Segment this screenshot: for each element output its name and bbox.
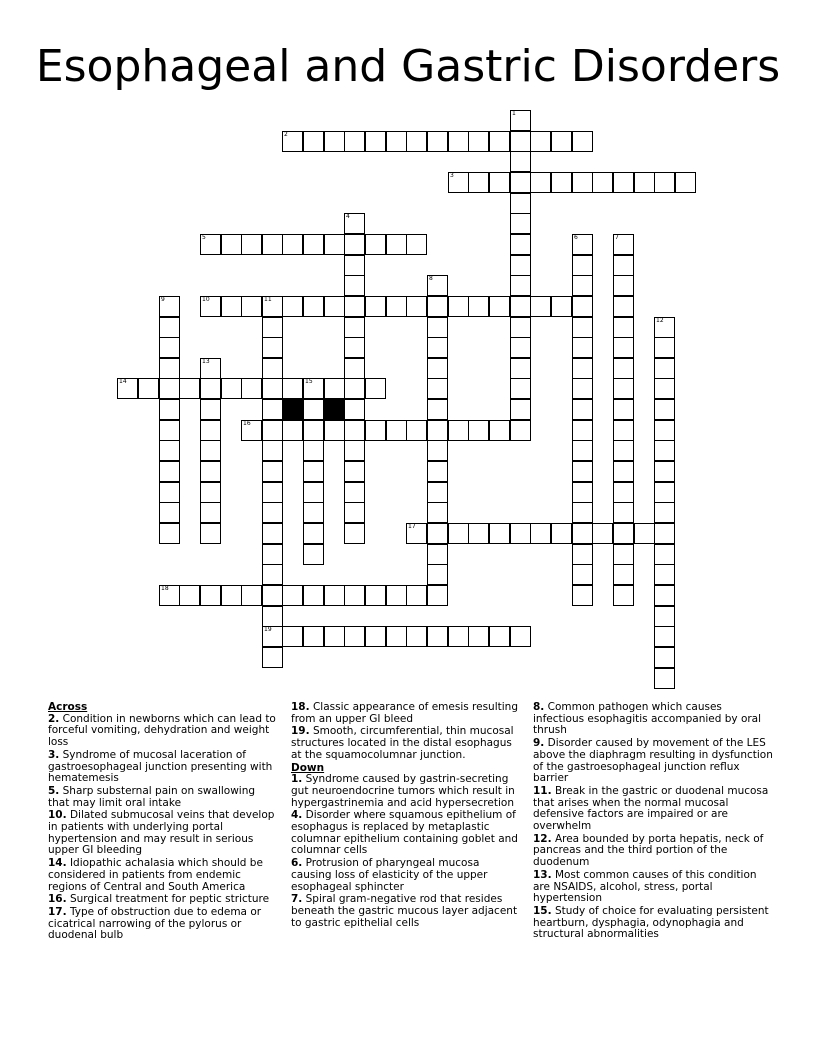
grid-cell[interactable] xyxy=(613,544,634,565)
clue-number: 9 xyxy=(161,296,165,303)
clue-number: 17 xyxy=(408,523,416,530)
grid-cell[interactable] xyxy=(303,399,324,420)
grid-cell[interactable] xyxy=(324,585,345,606)
grid-cell[interactable] xyxy=(344,378,365,399)
grid-cell[interactable] xyxy=(427,399,448,420)
grid-cell[interactable] xyxy=(510,296,531,317)
grid-cell[interactable] xyxy=(344,461,365,482)
grid-cell[interactable] xyxy=(572,337,593,358)
grid-cell[interactable] xyxy=(510,275,531,296)
grid-cell[interactable] xyxy=(262,317,283,338)
clue-across-14: 14. Idiopathic achalasia which should be considered in patients from endemic regions of Central and South America xyxy=(48,857,263,893)
grid-cell[interactable] xyxy=(117,378,138,399)
grid-cell[interactable] xyxy=(365,234,386,255)
grid-cell[interactable] xyxy=(634,523,655,544)
clue-down-4: 4. Disorder where squamous epithelium of esophagus is replaced by metaplastic columnar epithelium containing goblet and columnar cells xyxy=(291,809,518,857)
grid-cell[interactable] xyxy=(613,275,634,296)
grid-cell[interactable] xyxy=(282,585,303,606)
grid-cell[interactable] xyxy=(468,172,489,193)
grid-cell[interactable] xyxy=(572,378,593,399)
grid-cell[interactable] xyxy=(303,420,324,441)
clue-across-19: 19. Smooth, circumferential, thin mucosal structures located in the distal esophagus at the squamocolumnar junction. xyxy=(291,725,514,761)
grid-cell[interactable] xyxy=(572,399,593,420)
grid-cell[interactable] xyxy=(489,523,510,544)
grid-cell[interactable] xyxy=(365,131,386,152)
grid-cell[interactable] xyxy=(159,378,180,399)
grid-cell[interactable] xyxy=(551,523,572,544)
grid-cell[interactable] xyxy=(262,523,283,544)
grid-cell[interactable] xyxy=(448,131,469,152)
grid-cell[interactable] xyxy=(654,482,675,503)
grid-cell[interactable] xyxy=(613,255,634,276)
clue-number: 10 xyxy=(202,296,210,303)
clue-down-11: 11. Break in the gastric or duodenal mucosa that arises when the normal mucosal defensive factors are impaired or are overwhelm xyxy=(533,784,769,833)
grid-cell[interactable] xyxy=(241,296,262,317)
grid-cell[interactable] xyxy=(468,626,489,647)
grid-cell[interactable] xyxy=(427,420,448,441)
grid-cell[interactable] xyxy=(344,523,365,544)
grid-cell[interactable] xyxy=(530,296,551,317)
grid-cell[interactable] xyxy=(159,482,180,503)
grid-cell[interactable] xyxy=(303,461,324,482)
grid-cell[interactable] xyxy=(654,523,675,544)
grid-cell[interactable] xyxy=(303,626,324,647)
grid-cell[interactable] xyxy=(427,131,448,152)
grid-cell[interactable] xyxy=(262,502,283,523)
clue-column-2 xyxy=(291,702,521,930)
grid-cell[interactable] xyxy=(179,378,200,399)
grid-cell[interactable] xyxy=(613,172,634,193)
grid-cell[interactable] xyxy=(200,523,221,544)
grid-cell[interactable] xyxy=(241,378,262,399)
grid-cell[interactable] xyxy=(159,502,180,523)
grid-cell[interactable] xyxy=(427,317,448,338)
grid-cell[interactable] xyxy=(138,378,159,399)
grid-cell[interactable] xyxy=(386,131,407,152)
grid-cell[interactable] xyxy=(262,461,283,482)
grid-cell[interactable] xyxy=(406,131,427,152)
clue-number: 15 xyxy=(305,378,313,385)
grid-cell[interactable] xyxy=(282,420,303,441)
grid-cell[interactable] xyxy=(200,482,221,503)
grid-cell[interactable] xyxy=(282,626,303,647)
grid-cell[interactable] xyxy=(654,668,675,689)
clue-number: 8 xyxy=(429,275,433,282)
grid-cell[interactable] xyxy=(654,440,675,461)
grid-cell[interactable] xyxy=(572,440,593,461)
grid-cell[interactable] xyxy=(344,482,365,503)
clue-number: 18 xyxy=(161,585,169,592)
grid-cell[interactable] xyxy=(344,585,365,606)
grid-cell[interactable] xyxy=(551,131,572,152)
grid-cell[interactable] xyxy=(262,585,283,606)
grid-cell[interactable] xyxy=(282,131,303,152)
grid-cell[interactable] xyxy=(365,585,386,606)
grid-cell[interactable] xyxy=(572,234,593,255)
grid-cell[interactable] xyxy=(654,585,675,606)
clue-across-16: 16. Surgical treatment for peptic stricture xyxy=(48,893,270,906)
grid-cell[interactable] xyxy=(427,482,448,503)
grid-cell[interactable] xyxy=(282,234,303,255)
grid-cell[interactable] xyxy=(572,502,593,523)
grid-cell[interactable] xyxy=(654,420,675,441)
grid-cell[interactable] xyxy=(530,131,551,152)
clue-across-2: 2. Condition in newborns which can lead to forceful vomiting, dehydration and weight loss xyxy=(48,712,276,749)
grid-cell[interactable] xyxy=(448,420,469,441)
grid-cell[interactable] xyxy=(510,420,531,441)
grid-cell[interactable] xyxy=(406,585,427,606)
grid-cell[interactable] xyxy=(262,420,283,441)
clue-down-7: 7. Spiral gram-negative rod that resides beneath the gastric mucous layer adjacent to gastric epithelial cells xyxy=(291,893,518,929)
grid-cell[interactable] xyxy=(572,523,593,544)
grid-cell[interactable] xyxy=(510,358,531,379)
grid-cell[interactable] xyxy=(200,399,221,420)
clue-number: 6 xyxy=(574,234,578,241)
grid-cell[interactable] xyxy=(551,296,572,317)
grid-cell[interactable] xyxy=(200,358,221,379)
grid-cell[interactable] xyxy=(613,358,634,379)
grid-cell[interactable] xyxy=(262,399,283,420)
grid-cell[interactable] xyxy=(468,420,489,441)
grid-cell[interactable] xyxy=(468,296,489,317)
grid-cell[interactable] xyxy=(406,626,427,647)
grid-cell[interactable] xyxy=(386,420,407,441)
grid-cell[interactable] xyxy=(654,399,675,420)
clue-down-13: 13. Most common causes of this condition are NSAIDS, alcohol, stress, portal hypertension xyxy=(533,868,757,905)
clue-across-18: 18. Classic appearance of emesis resulting from an upper GI bleed xyxy=(291,701,518,725)
clue-number: 11 xyxy=(264,296,272,303)
grid-cell[interactable] xyxy=(613,420,634,441)
grid-cell[interactable] xyxy=(262,606,283,627)
clue-column-1 xyxy=(48,702,278,943)
grid-cell[interactable] xyxy=(344,234,365,255)
grid-cell[interactable] xyxy=(654,378,675,399)
grid-cell[interactable] xyxy=(200,420,221,441)
grid-cell[interactable] xyxy=(221,378,242,399)
grid-cell[interactable] xyxy=(303,482,324,503)
grid-cell[interactable] xyxy=(427,585,448,606)
grid-cell[interactable] xyxy=(572,585,593,606)
grid-cell[interactable] xyxy=(427,564,448,585)
grid-cell[interactable] xyxy=(654,626,675,647)
grid-cell[interactable] xyxy=(179,585,200,606)
grid-cell[interactable] xyxy=(344,420,365,441)
grid-cell[interactable] xyxy=(551,172,572,193)
grid-cell[interactable] xyxy=(159,317,180,338)
grid-cell[interactable] xyxy=(675,172,696,193)
grid-cell[interactable] xyxy=(303,585,324,606)
grid-cell[interactable] xyxy=(386,296,407,317)
grid-cell[interactable] xyxy=(159,399,180,420)
clue-number: 16 xyxy=(243,420,251,427)
grid-cell[interactable] xyxy=(613,440,634,461)
grid-cell[interactable] xyxy=(510,255,531,276)
grid-cell[interactable] xyxy=(510,131,531,152)
grid-cell[interactable] xyxy=(262,378,283,399)
clue-down-9: 9. Disorder caused by movement of the LES above the diaphragm resulting in dysfunction of the gastroesophageal junction reflux barrier xyxy=(533,737,773,785)
grid-cell[interactable] xyxy=(427,461,448,482)
grid-cell[interactable] xyxy=(654,647,675,668)
grid-cell[interactable] xyxy=(262,296,283,317)
grid-cell[interactable] xyxy=(221,296,242,317)
grid-cell[interactable] xyxy=(427,502,448,523)
grid-cell[interactable] xyxy=(262,234,283,255)
grid-cell[interactable] xyxy=(427,440,448,461)
clue-number: 12 xyxy=(656,317,664,324)
grid-cell[interactable] xyxy=(303,440,324,461)
clue-number: 14 xyxy=(119,378,127,385)
grid-cell[interactable] xyxy=(303,502,324,523)
grid-cell[interactable] xyxy=(344,213,365,234)
grid-cell[interactable] xyxy=(200,585,221,606)
grid-cell[interactable] xyxy=(427,337,448,358)
clue-number: 2 xyxy=(284,131,288,138)
clue-number: 1 xyxy=(512,110,516,117)
grid-cell[interactable] xyxy=(427,626,448,647)
grid-cell[interactable] xyxy=(510,151,531,172)
grid-cell[interactable] xyxy=(572,255,593,276)
grid-cell[interactable] xyxy=(613,461,634,482)
grid-cell[interactable] xyxy=(262,482,283,503)
clue-down-8: 8. Common pathogen which causes infectious esophagitis accompanied by oral thrush xyxy=(533,701,762,737)
grid-cell[interactable] xyxy=(324,234,345,255)
grid-cell[interactable] xyxy=(510,337,531,358)
grid-cell[interactable] xyxy=(489,626,510,647)
grid-cell[interactable] xyxy=(468,523,489,544)
across-header: Across xyxy=(48,701,88,713)
grid-cell[interactable] xyxy=(572,275,593,296)
grid-cell[interactable] xyxy=(613,296,634,317)
grid-cell[interactable] xyxy=(572,358,593,379)
grid-cell[interactable] xyxy=(613,585,634,606)
grid-cell[interactable] xyxy=(530,523,551,544)
grid-cell[interactable] xyxy=(654,461,675,482)
grid-cell[interactable] xyxy=(241,585,262,606)
grid-cell[interactable] xyxy=(406,234,427,255)
grid-cell[interactable] xyxy=(200,461,221,482)
grid-cell[interactable] xyxy=(572,482,593,503)
grid-cell[interactable] xyxy=(159,358,180,379)
clue-number: 5 xyxy=(202,234,206,241)
grid-cell[interactable] xyxy=(303,523,324,544)
grid-cell[interactable] xyxy=(634,172,655,193)
grid-cell[interactable] xyxy=(448,172,469,193)
grid-cell[interactable] xyxy=(448,626,469,647)
grid-cell[interactable] xyxy=(159,296,180,317)
grid-cell[interactable] xyxy=(200,440,221,461)
clue-across-17: 17. Type of obstruction due to edema or cicatrical narrowing of the pylorus or duodenal bulb xyxy=(48,905,262,942)
grid-cell[interactable] xyxy=(159,337,180,358)
grid-cell[interactable] xyxy=(262,564,283,585)
grid-cell[interactable] xyxy=(613,399,634,420)
grid-cell[interactable] xyxy=(344,296,365,317)
grid-cell[interactable] xyxy=(448,296,469,317)
grid-cell[interactable] xyxy=(489,296,510,317)
grid-cell[interactable] xyxy=(344,626,365,647)
grid-cell[interactable] xyxy=(344,502,365,523)
grid-cell[interactable] xyxy=(468,131,489,152)
grid-cell[interactable] xyxy=(386,585,407,606)
grid-cell[interactable] xyxy=(427,544,448,565)
grid-cell[interactable] xyxy=(572,564,593,585)
puzzle-title: Esophageal and Gastric Disorders xyxy=(35,41,781,92)
grid-cell[interactable] xyxy=(200,234,221,255)
grid-cell[interactable] xyxy=(510,317,531,338)
clue-down-1: 1. Syndrome caused by gastrin-secreting gut neuroendocrine tumors which result in hypergastrinemia and acid hypersecretion xyxy=(291,773,515,809)
grid-cell[interactable] xyxy=(510,193,531,214)
grid-cell[interactable] xyxy=(365,296,386,317)
grid-cell[interactable] xyxy=(303,234,324,255)
grid-cell[interactable] xyxy=(572,544,593,565)
grid-cell[interactable] xyxy=(572,461,593,482)
grid-cell[interactable] xyxy=(592,523,613,544)
clue-down-12: 12. Area bounded by porta hepatis, neck of pancreas and the third portion of the duodenum xyxy=(533,832,764,869)
grid-cell[interactable] xyxy=(489,131,510,152)
grid-cell[interactable] xyxy=(303,131,324,152)
grid-cell[interactable] xyxy=(654,564,675,585)
grid-cell[interactable] xyxy=(262,647,283,668)
grid-cell[interactable] xyxy=(613,523,634,544)
clue-number: 7 xyxy=(615,234,619,241)
grid-cell[interactable] xyxy=(324,131,345,152)
grid-cell[interactable] xyxy=(324,420,345,441)
grid-cell[interactable] xyxy=(489,420,510,441)
grid-cell[interactable] xyxy=(406,296,427,317)
grid-cell[interactable] xyxy=(159,440,180,461)
grid-cell[interactable] xyxy=(427,523,448,544)
grid-cell[interactable] xyxy=(510,234,531,255)
grid-cell[interactable] xyxy=(159,420,180,441)
clue-number: 13 xyxy=(202,358,210,365)
grid-cell[interactable] xyxy=(613,502,634,523)
grid-cell[interactable] xyxy=(262,337,283,358)
grid-cell[interactable] xyxy=(324,378,345,399)
grid-cell[interactable] xyxy=(241,234,262,255)
grid-cell[interactable] xyxy=(386,234,407,255)
grid-cell[interactable] xyxy=(262,626,283,647)
grid-cell[interactable] xyxy=(200,502,221,523)
grid-cell[interactable] xyxy=(613,234,634,255)
block-cell xyxy=(282,399,303,420)
block-cell xyxy=(324,399,345,420)
grid-cell[interactable] xyxy=(510,110,531,131)
grid-cell[interactable] xyxy=(510,378,531,399)
grid-cell[interactable] xyxy=(159,461,180,482)
grid-cell[interactable] xyxy=(572,296,593,317)
grid-cell[interactable] xyxy=(282,296,303,317)
clue-number: 19 xyxy=(264,626,272,633)
grid-cell[interactable] xyxy=(221,585,242,606)
grid-cell[interactable] xyxy=(386,626,407,647)
grid-cell[interactable] xyxy=(221,234,242,255)
grid-cell[interactable] xyxy=(613,482,634,503)
grid-cell[interactable] xyxy=(613,337,634,358)
grid-cell[interactable] xyxy=(344,317,365,338)
clue-across-3: 3. Syndrome of mucosal laceration of gastroesophageal junction presenting with hematemesis xyxy=(48,748,273,785)
grid-cell[interactable] xyxy=(572,131,593,152)
grid-cell[interactable] xyxy=(406,420,427,441)
grid-cell[interactable] xyxy=(510,626,531,647)
clue-down-6: 6. Protrusion of pharyngeal mucosa causing loss of elasticity of the upper esophageal sphincter xyxy=(291,857,488,893)
grid-cell[interactable] xyxy=(654,172,675,193)
grid-cell[interactable] xyxy=(592,172,613,193)
grid-cell[interactable] xyxy=(613,564,634,585)
grid-cell[interactable] xyxy=(365,378,386,399)
grid-cell[interactable] xyxy=(344,358,365,379)
grid-cell[interactable] xyxy=(200,296,221,317)
grid-cell[interactable] xyxy=(654,544,675,565)
grid-cell[interactable] xyxy=(241,420,262,441)
grid-cell[interactable] xyxy=(654,606,675,627)
grid-cell[interactable] xyxy=(427,275,448,296)
grid-cell[interactable] xyxy=(200,378,221,399)
grid-cell[interactable] xyxy=(572,420,593,441)
grid-cell[interactable] xyxy=(654,337,675,358)
grid-cell[interactable] xyxy=(262,358,283,379)
grid-cell[interactable] xyxy=(324,626,345,647)
clue-down-15: 15. Study of choice for evaluating persistent heartburn, dysphagia, odynophagia and structural abnormalities xyxy=(533,904,769,941)
grid-cell[interactable] xyxy=(262,544,283,565)
clue-across-10: 10. Dilated submucosal veins that develop in patients with underlying portal hypertension and may result in serious upper GI bleeding xyxy=(48,809,275,857)
grid-cell[interactable] xyxy=(324,296,345,317)
grid-cell[interactable] xyxy=(489,172,510,193)
grid-cell[interactable] xyxy=(427,358,448,379)
clue-number: 4 xyxy=(346,213,350,220)
clue-number: 3 xyxy=(450,172,454,179)
grid-cell[interactable] xyxy=(262,440,283,461)
grid-cell[interactable] xyxy=(613,378,634,399)
grid-cell[interactable] xyxy=(303,296,324,317)
grid-cell[interactable] xyxy=(365,626,386,647)
grid-cell[interactable] xyxy=(654,502,675,523)
clue-column-3 xyxy=(533,702,773,942)
grid-cell[interactable] xyxy=(654,317,675,338)
grid-cell[interactable] xyxy=(572,172,593,193)
grid-cell[interactable] xyxy=(344,399,365,420)
grid-cell[interactable] xyxy=(613,317,634,338)
grid-cell[interactable] xyxy=(303,378,324,399)
grid-cell[interactable] xyxy=(572,317,593,338)
grid-cell[interactable] xyxy=(282,378,303,399)
grid-cell[interactable] xyxy=(303,544,324,565)
grid-cell[interactable] xyxy=(510,213,531,234)
grid-cell[interactable] xyxy=(427,378,448,399)
grid-cell[interactable] xyxy=(344,440,365,461)
clue-across-5: 5. Sharp substernal pain on swallowing that may limit oral intake xyxy=(48,784,256,809)
grid-cell[interactable] xyxy=(344,275,365,296)
grid-cell[interactable] xyxy=(654,358,675,379)
grid-cell[interactable] xyxy=(344,131,365,152)
down-header: Down xyxy=(291,761,325,774)
grid-cell[interactable] xyxy=(427,296,448,317)
grid-cell[interactable] xyxy=(510,523,531,544)
grid-cell[interactable] xyxy=(406,523,427,544)
grid-cell[interactable] xyxy=(365,420,386,441)
grid-cell[interactable] xyxy=(159,585,180,606)
grid-cell[interactable] xyxy=(530,172,551,193)
grid-cell[interactable] xyxy=(344,337,365,358)
grid-cell[interactable] xyxy=(510,399,531,420)
grid-cell[interactable] xyxy=(448,523,469,544)
grid-cell[interactable] xyxy=(510,172,531,193)
grid-cell[interactable] xyxy=(344,255,365,276)
grid-cell[interactable] xyxy=(159,523,180,544)
